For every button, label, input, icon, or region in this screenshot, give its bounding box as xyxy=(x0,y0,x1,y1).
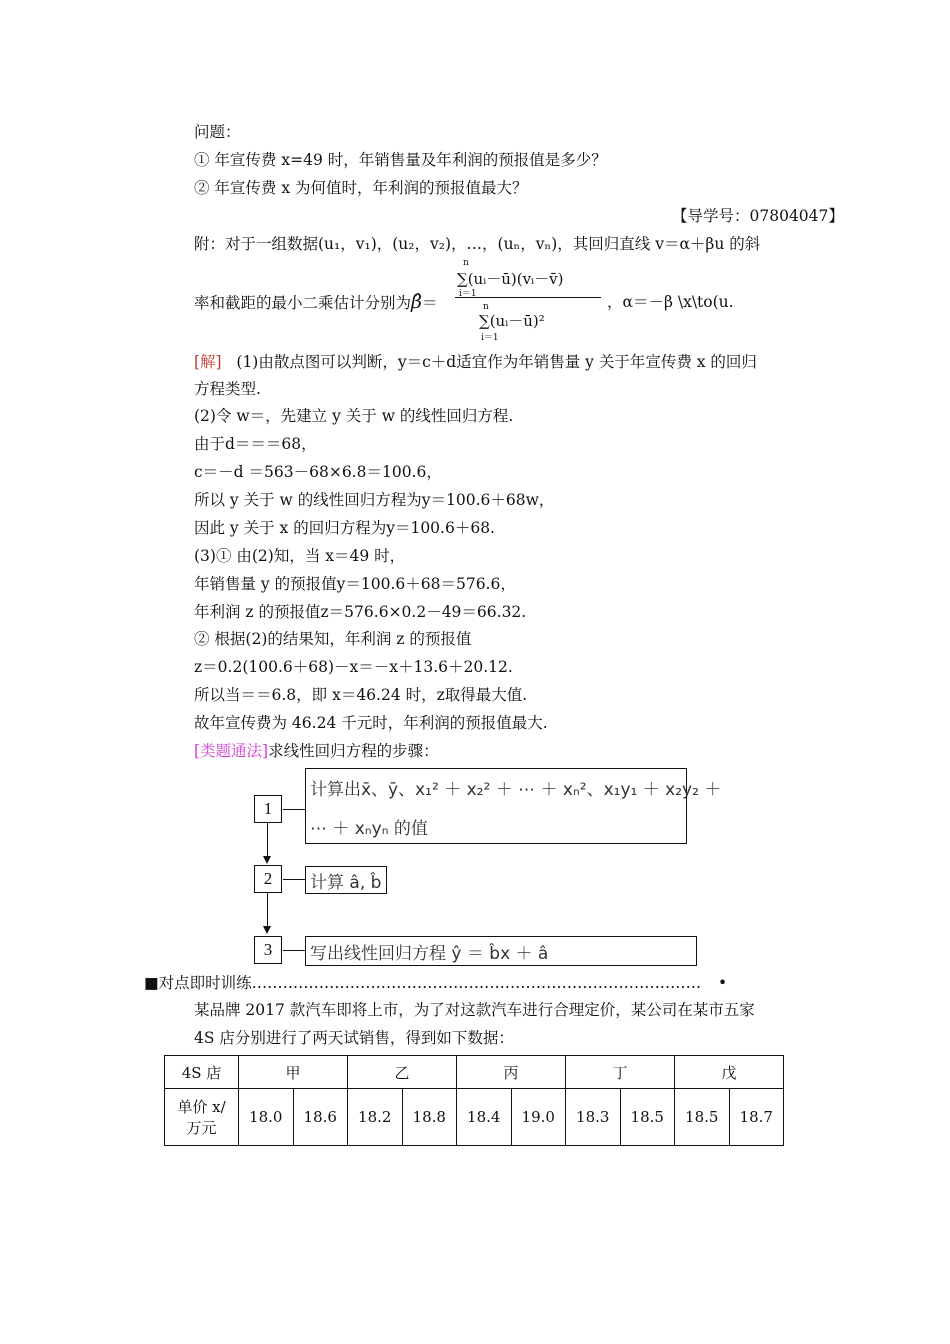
price-table xyxy=(164,1055,784,1146)
solution-line-11: z＝0.2(100.6＋68)－x＝－x＋13.6＋20.12. xyxy=(194,658,513,676)
sum-lower-limit: i＝1 xyxy=(459,289,477,299)
solution-tag: [解] xyxy=(194,353,222,371)
price-cell: 18.6 xyxy=(293,1089,348,1146)
solution-line-2: (2)令 w＝，先建立 y 关于 w 的线性回归方程. xyxy=(194,407,514,425)
store-cell: 甲 xyxy=(239,1056,348,1089)
training-dot: • xyxy=(718,974,728,992)
solution-line-6: 因此 y 关于 x 的回归方程为y＝100.6＋68. xyxy=(194,519,495,537)
store-cell: 丙 xyxy=(457,1056,566,1089)
price-cell: 18.2 xyxy=(348,1089,403,1146)
store-cell: 戊 xyxy=(675,1056,784,1089)
solution-line-9: 年利润 z 的预报值z＝576.6×0.2－49＝66.32. xyxy=(194,603,527,621)
solution-line-8: 年销售量 y 的预报值y＝100.6＋68＝576.6， xyxy=(194,575,516,593)
sum-lower-limit-2: i＝1 xyxy=(481,333,499,343)
price-cell: 18.8 xyxy=(402,1089,457,1146)
arrow-1-2-head xyxy=(263,856,271,864)
row-label-line-1: 单价 x/ xyxy=(177,1098,226,1116)
solution-line-1b: 方程类型. xyxy=(194,380,261,398)
step-1-number: 1 xyxy=(254,795,282,823)
fraction-denominator: ∑(uᵢ－ū)² xyxy=(479,312,545,330)
question-1: ① 年宣传费 x=49 时，年销售量及年利润的预报值是多少？ xyxy=(194,151,607,169)
table-header-row xyxy=(165,1056,784,1089)
step-3-text: 写出线性回归方程 ŷ ＝ b̂x ＋ â xyxy=(310,944,549,964)
solution-line-3: 由于d＝＝＝68， xyxy=(194,435,317,453)
step-1-text-2: ⋯ ＋ xₙyₙ 的值 xyxy=(310,819,428,839)
method-tag: [类题通法] xyxy=(194,742,269,760)
price-cell: 18.4 xyxy=(457,1089,512,1146)
solution-text-1: (1)由散点图可以判断，y＝c＋d适宜作为年销售量 y 关于年宣传费 x 的回归 xyxy=(236,353,757,371)
problem-line-1: 某品牌 2017 款汽车即将上市，为了对这款汽车进行合理定价，某公司在某市五家 xyxy=(194,1001,755,1019)
problem-line-2: 4S 店分别进行了两天试销售，得到如下数据： xyxy=(194,1029,514,1047)
arrow-2-3-shaft xyxy=(267,893,268,927)
arrow-2-3-head xyxy=(263,926,271,934)
step-3-number: 3 xyxy=(254,936,282,964)
step-1-text-1: 计算出x̄、ȳ、x₁² ＋ x₂² ＋ ⋯ ＋ xₙ²、x₁y₁ ＋ x₂y₂ ＋ xyxy=(310,780,722,800)
training-heading: ■对点即时训练…………………………………………………………………………… xyxy=(144,974,702,992)
sum-upper-limit-2: n xyxy=(483,302,489,312)
appendix-prefix: 率和截距的最小二乘估计分别为 xyxy=(194,294,412,312)
store-cell: 丁 xyxy=(566,1056,675,1089)
appendix-line-2 xyxy=(194,291,438,314)
appendix-line: 附：对于一组数据(u₁，v₁)，(u₂，v₂)，…，(uₙ，vₙ)，其回归直线 v＝α＋βu 的斜 xyxy=(194,235,761,253)
price-cell: 18.7 xyxy=(729,1089,784,1146)
sum-upper-limit: n xyxy=(463,258,469,268)
store-cell: 乙 xyxy=(348,1056,457,1089)
guide-number: 【导学号：07804047】 xyxy=(672,207,844,225)
price-cell: 18.3 xyxy=(566,1089,621,1146)
table-header-label: 4S 店 xyxy=(165,1056,239,1089)
method-line xyxy=(194,740,439,762)
solution-line-12: 所以当＝＝6.8，即 x＝46.24 时，z取得最大值. xyxy=(194,686,528,704)
step-1-connector xyxy=(283,809,305,810)
step-2-connector xyxy=(283,879,305,880)
fraction-numerator: ∑(uᵢ－ū)(vᵢ－v̄) xyxy=(457,270,564,288)
method-text: 求线性回归方程的步骤： xyxy=(268,742,439,760)
price-cell: 19.0 xyxy=(511,1089,566,1146)
row-label-line-2: 万元 xyxy=(186,1119,217,1137)
step-3-connector xyxy=(283,950,305,951)
solution-line-7: (3)① 由(2)知，当 x＝49 时， xyxy=(194,547,406,565)
step-2-text: 计算 â, b̂ xyxy=(310,873,382,893)
appendix-suffix: ，α＝－β \x\to(u. xyxy=(607,293,734,311)
price-cell: 18.5 xyxy=(620,1089,675,1146)
question-2: ② 年宣传费 x 为何值时，年利润的预报值最大？ xyxy=(194,179,528,197)
equals-sign: ＝ xyxy=(422,294,438,312)
solution-line-4: c＝－d ＝563－68×6.8＝100.6， xyxy=(194,463,442,481)
arrow-1-2-shaft xyxy=(267,823,268,857)
solution-line-1 xyxy=(194,351,757,373)
price-cell: 18.0 xyxy=(239,1089,294,1146)
solution-line-13: 故年宣传费为 46.24 千元时，年利润的预报值最大. xyxy=(194,714,548,732)
row-label xyxy=(165,1089,239,1146)
fraction-bar xyxy=(455,297,601,298)
question-heading: 问题： xyxy=(194,123,241,141)
table-row xyxy=(165,1089,784,1146)
solution-line-10: ② 根据(2)的结果知，年利润 z 的预报值 xyxy=(194,630,472,648)
step-2-number: 2 xyxy=(254,865,282,893)
solution-line-5: 所以 y 关于 w 的线性回归方程为y＝100.6＋68w， xyxy=(194,491,555,509)
price-cell: 18.5 xyxy=(675,1089,730,1146)
beta-hat: β̂ xyxy=(411,291,422,313)
